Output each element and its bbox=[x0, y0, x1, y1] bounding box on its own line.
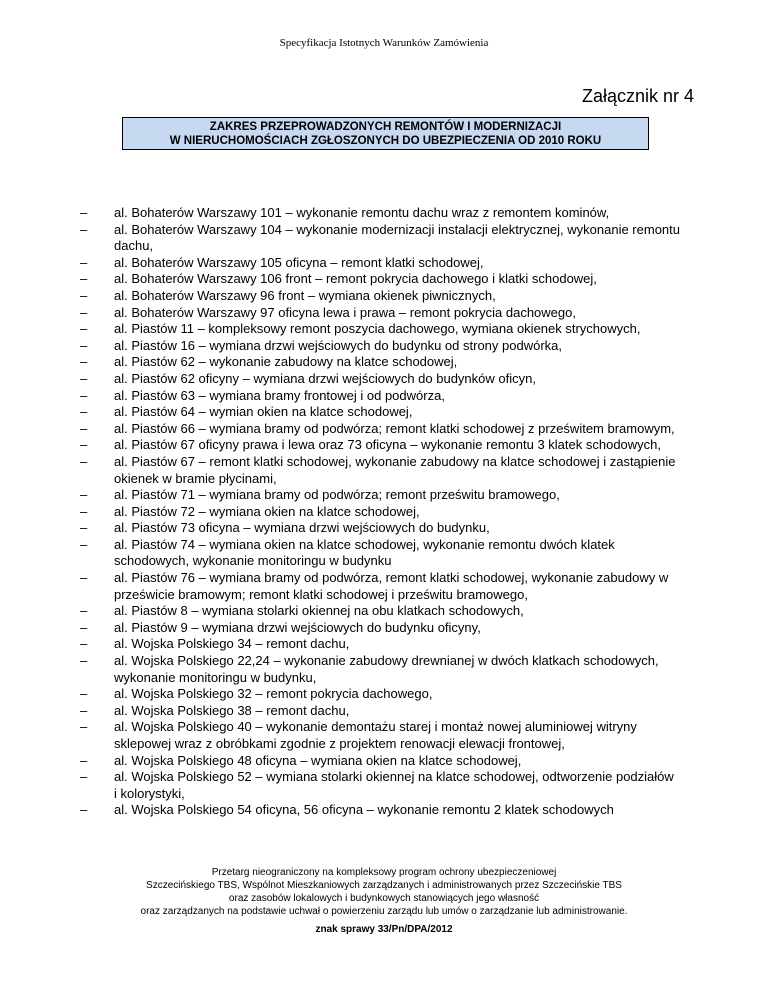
dash-bullet: – bbox=[80, 520, 88, 536]
dash-bullet: – bbox=[80, 453, 88, 469]
footer-line-3: oraz zasobów lokalowych i budynkowych stanowiących jego własność bbox=[228, 893, 540, 904]
list-item-text: al. Piastów 62 oficyny – wymiana drzwi wejściowych do budynków oficyn, bbox=[114, 370, 536, 386]
list-item-text: al. Bohaterów Warszawy 96 front – wymiana okienek piwnicznych, bbox=[114, 287, 496, 303]
dash-bullet: – bbox=[80, 686, 88, 702]
list-item bbox=[80, 421, 680, 438]
case-number: znak sprawy 33/Pn/DPA/2012 bbox=[315, 924, 453, 935]
list-item bbox=[80, 437, 680, 454]
dash-bullet: – bbox=[80, 570, 88, 586]
title-line-1: ZAKRES PRZEPROWADZONYCH REMONTÓW I MODERNIZACJI bbox=[209, 121, 562, 133]
list-item-text: al. Piastów 11 – kompleksowy remont poszycia dachowego, wymiana okienek strychowych, bbox=[114, 321, 641, 337]
dash-bullet: – bbox=[80, 271, 88, 287]
list-item-text: al. Wojska Polskiego 22,24 – wykonanie zabudowy drewnianej w dwóch klatkach schodowych, wykonanie monitoringu w budynku, bbox=[114, 653, 659, 685]
list-item bbox=[80, 719, 680, 752]
list-item bbox=[80, 255, 680, 272]
list-item-text: al. Wojska Polskiego 52 – wymiana stolarki okiennej na klatce schodowej, odtworzenie podziałów i kolorystyki, bbox=[114, 769, 674, 801]
list-item bbox=[80, 504, 680, 521]
footer-line-4: oraz zarządzanych na podstawie uchwał o powierzeniu zarządu lub umów o zarządzanie lub administrowanie. bbox=[140, 906, 628, 917]
dash-bullet: – bbox=[80, 354, 88, 370]
list-item-text: al. Piastów 63 – wymiana bramy frontowej i od podwórza, bbox=[114, 387, 445, 403]
dash-bullet: – bbox=[80, 304, 88, 320]
dash-bullet: – bbox=[80, 487, 88, 503]
dash-bullet: – bbox=[80, 619, 88, 635]
list-item bbox=[80, 703, 680, 720]
dash-bullet: – bbox=[80, 205, 88, 220]
list-item-text: al. Bohaterów Warszawy 101 – wykonanie remontu dachu wraz z remontem kominów, bbox=[114, 205, 610, 220]
dash-bullet: – bbox=[80, 536, 88, 552]
list-item-text: al. Piastów 72 – wymiana okien na klatce schodowej, bbox=[114, 503, 420, 519]
repairs-list bbox=[80, 205, 680, 819]
dash-bullet: – bbox=[80, 752, 88, 768]
list-item bbox=[80, 338, 680, 355]
dash-bullet: – bbox=[80, 702, 88, 718]
list-item bbox=[80, 753, 680, 770]
list-item-text: al. Piastów 62 – wykonanie zabudowy na klatce schodowej, bbox=[114, 354, 458, 370]
list-item bbox=[80, 205, 680, 222]
list-item-text: al. Wojska Polskiego 38 – remont dachu, bbox=[114, 702, 350, 718]
list-item bbox=[80, 271, 680, 288]
list-item bbox=[80, 305, 680, 322]
dash-bullet: – bbox=[80, 370, 88, 386]
list-item bbox=[80, 388, 680, 405]
list-item-text: al. Piastów 71 – wymiana bramy od podwórza; remont prześwitu bramowego, bbox=[114, 487, 560, 503]
dash-bullet: – bbox=[80, 254, 88, 270]
list-item bbox=[80, 288, 680, 305]
dash-bullet: – bbox=[80, 802, 88, 818]
list-item-text: al. Bohaterów Warszawy 105 oficyna – remont klatki schodowej, bbox=[114, 254, 484, 270]
list-item-text: al. Piastów 67 oficyny prawa i lewa oraz 73 oficyna – wykonanie remontu 3 klatek schodowych, bbox=[114, 437, 662, 453]
dash-bullet: – bbox=[80, 404, 88, 420]
dash-bullet: – bbox=[80, 603, 88, 619]
list-item-text: al. Wojska Polskiego 54 oficyna, 56 oficyna – wykonanie remontu 2 klatek schodowych bbox=[114, 802, 614, 818]
dash-bullet: – bbox=[80, 420, 88, 436]
title-box bbox=[122, 117, 649, 150]
list-item bbox=[80, 620, 680, 637]
list-item bbox=[80, 487, 680, 504]
dash-bullet: – bbox=[80, 719, 88, 735]
list-item-text: al. Wojska Polskiego 32 – remont pokrycia dachowego, bbox=[114, 686, 433, 702]
list-item-text: al. Piastów 67 – remont klatki schodowej, wykonanie zabudowy na klatce schodowej i zastąpienie okienek w bramie płycinami, bbox=[114, 453, 676, 486]
list-item bbox=[80, 371, 680, 388]
dash-bullet: – bbox=[80, 653, 88, 669]
dash-bullet: – bbox=[80, 636, 88, 652]
dash-bullet: – bbox=[80, 287, 88, 303]
running-header: Specyfikacja Istotnych Warunków Zamówienia bbox=[279, 37, 489, 49]
annex-label: Załącznik nr 4 bbox=[581, 86, 694, 106]
list-item bbox=[80, 354, 680, 371]
list-item-text: al. Bohaterów Warszawy 106 front – remont pokrycia dachowego i klatki schodowej, bbox=[114, 271, 597, 287]
list-item bbox=[80, 454, 680, 487]
title-line-2: W NIERUCHOMOŚCIACH ZGŁOSZONYCH DO UBEZPIECZENIA OD 2010 ROKU bbox=[169, 135, 602, 147]
list-item bbox=[80, 802, 680, 819]
dash-bullet: – bbox=[80, 437, 88, 453]
list-item bbox=[80, 686, 680, 703]
footer bbox=[0, 866, 768, 918]
list-item-text: al. Bohaterów Warszawy 97 oficyna lewa i prawa – remont pokrycia dachowego, bbox=[114, 304, 576, 320]
list-item-text: al. Piastów 66 – wymiana bramy od podwórza; remont klatki schodowej z prześwitem bramowym, bbox=[114, 420, 675, 436]
dash-bullet: – bbox=[80, 387, 88, 403]
list-item-text: al. Piastów 74 – wymiana okien na klatce schodowej, wykonanie remontu dwóch klatek schodowych, wykonanie monitoringu w budynku bbox=[114, 536, 615, 569]
list-item-text: al. Wojska Polskiego 34 – remont dachu, bbox=[114, 636, 350, 652]
list-item-text: al. Bohaterów Warszawy 104 – wykonanie modernizacji instalacji elektrycznej, wykonanie remontu dachu, bbox=[114, 221, 681, 254]
list-item-text: al. Piastów 64 – wymian okien na klatce schodowej, bbox=[114, 404, 413, 420]
list-item-text: al. Piastów 9 – wymiana drzwi wejściowych do budynku oficyny, bbox=[114, 619, 481, 635]
list-item bbox=[80, 769, 680, 802]
dash-bullet: – bbox=[80, 769, 88, 785]
list-item-text: al. Piastów 76 – wymiana bramy od podwórza, remont klatki schodowej, wykonanie zabudowy w prześwicie bramowym; remont klatki schodowej i prześwitu bramowego, bbox=[114, 570, 669, 602]
list-item bbox=[80, 653, 680, 686]
list-item bbox=[80, 636, 680, 653]
list-item-text: al. Wojska Polskiego 48 oficyna – wymiana okien na klatce schodowej, bbox=[114, 752, 522, 768]
footer-line-2: Szczecińskiego TBS, Wspólnot Mieszkaniowych zarządzanych i administrowanych przez Szczecińskie TBS bbox=[146, 880, 622, 891]
footer-line-1: Przetarg nieograniczony na kompleksowy program ochrony ubezpieczeniowej bbox=[211, 867, 557, 878]
list-item-text: al. Piastów 16 – wymiana drzwi wejściowych do budynku od strony podwórka, bbox=[114, 337, 562, 353]
dash-bullet: – bbox=[80, 321, 88, 337]
list-item bbox=[80, 404, 680, 421]
dash-bullet: – bbox=[80, 337, 88, 353]
dash-bullet: – bbox=[80, 503, 88, 519]
list-item bbox=[80, 603, 680, 620]
list-item bbox=[80, 537, 680, 570]
dash-bullet: – bbox=[80, 221, 88, 237]
list-item bbox=[80, 321, 680, 338]
list-item-text: al. Piastów 73 oficyna – wymiana drzwi wejściowych do budynku, bbox=[114, 520, 490, 536]
list-item-text: al. Piastów 8 – wymiana stolarki okiennej na obu klatkach schodowych, bbox=[114, 603, 524, 619]
list-item-text: al. Wojska Polskiego 40 – wykonanie demontażu starej i montaż nowej aluminiowej witryny sklepowej wraz z obróbkami zgodnie z projektem renowacji elewacji frontowej, bbox=[114, 719, 637, 751]
list-item bbox=[80, 520, 680, 537]
list-item bbox=[80, 222, 680, 255]
list-item bbox=[80, 570, 680, 603]
